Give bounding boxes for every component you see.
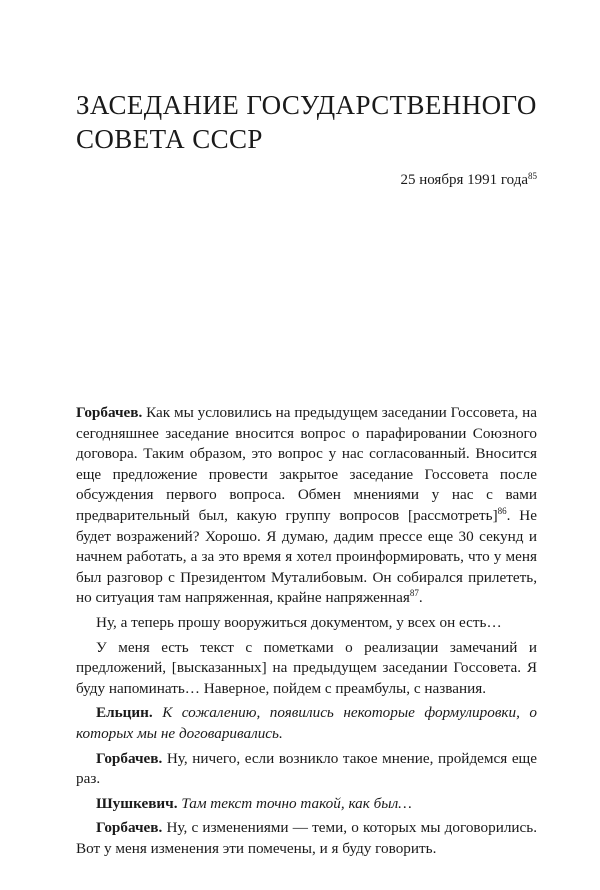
paragraph-gorbachev bbox=[76, 818, 537, 859]
paragraph-text: . bbox=[418, 589, 423, 607]
paragraph-continuation bbox=[76, 613, 537, 634]
speaker-name: Горбачев. bbox=[76, 404, 143, 421]
footnote-ref-86: 86 bbox=[497, 505, 507, 516]
paragraph-gorbachev bbox=[76, 749, 537, 790]
paragraph-gorbachev-opening bbox=[76, 403, 537, 609]
session-date-text: 25 ноября 1991 года bbox=[400, 172, 528, 188]
title-line-1: ЗАСЕДАНИЕ ГОСУДАРСТВЕННОГО bbox=[76, 90, 537, 120]
speaker-name: Горбачев. bbox=[96, 819, 163, 837]
page-title bbox=[76, 88, 537, 156]
speaker-name: Шушкевич. bbox=[96, 794, 178, 812]
paragraph-shushkevich bbox=[76, 794, 537, 815]
paragraph-text: Ну, а теперь прошу вооружиться документом, у всех он есть… bbox=[96, 613, 502, 631]
speaker-name: Горбачев. bbox=[96, 749, 163, 767]
paragraph-text: . Не будет возражений? Хорошо. Я думаю, дадим прессе еще 30 секунд и начнем работать, а за это время я хотел проинформировать, что у меня был разговор с Президентом Муталибовым. Он собирался прилететь, но ситуация там напряженная, крайне напряженная bbox=[76, 506, 537, 607]
session-date bbox=[400, 170, 537, 190]
paragraph-text: У меня есть текст с пометками о реализации замечаний и предложений, [высказанных] на предыдущем заседании Госсовета. Я буду напоминать… Наверное, пойдем с преамбулы, с названия. bbox=[76, 638, 537, 697]
paragraph-text: Ну, ничего, если возникло такое мнение, пройдемся еще раз. bbox=[76, 749, 537, 788]
speaker-name: Ельцин. bbox=[96, 704, 153, 722]
footnote-ref-87: 87 bbox=[409, 588, 419, 599]
paragraph-text: Там текст точно такой, как был… bbox=[177, 794, 412, 812]
footnote-ref-85: 85 bbox=[528, 171, 537, 181]
title-line-2: СОВЕТА СССР bbox=[76, 124, 263, 154]
paragraph-text: К сожалению, появились некоторые формулировки, о которых мы не договаривались. bbox=[76, 704, 537, 742]
paragraph-continuation bbox=[76, 638, 537, 700]
transcript-body bbox=[76, 403, 537, 863]
paragraph-yeltsin bbox=[76, 703, 537, 744]
paragraph-text: Ну, с изменениями — теми, о которых мы договорились. Вот у меня изменения эти помечены, и я буду говорить. bbox=[76, 819, 537, 857]
paragraph-text: Как мы условились на предыдущем заседании Госсовета, на сегодняшнее заседание вносится вопрос о парафировании Союзного договора. Таким образом, это вопрос у нас согласованный. Вносится еще предложение провести закрытое заседание Госсовета после обсуждения первого вопроса. Обмен мнениями у нас с вами предварительный был, какую группу вопросов [рассмотреть] bbox=[76, 404, 537, 524]
